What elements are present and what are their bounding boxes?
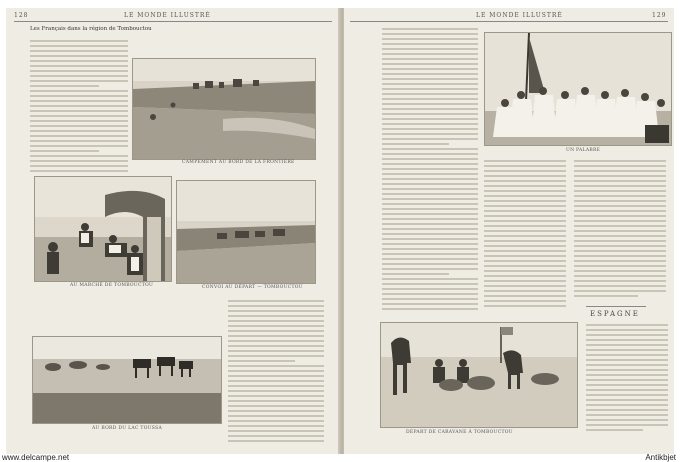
watermark-delcampe: www.delcampe.net xyxy=(2,453,70,462)
left-running-header: LE MONDE ILLUSTRÉ xyxy=(124,12,211,19)
espagne-text-column xyxy=(586,324,668,434)
illustration-lac xyxy=(32,336,222,424)
caption-marche: AU MARCHÉ DE TOMBOUCTOU xyxy=(70,283,154,288)
left-page xyxy=(6,8,340,454)
right-text-column-a xyxy=(382,28,478,313)
illustration-convoi xyxy=(176,180,316,284)
right-running-header: LE MONDE ILLUSTRÉ xyxy=(476,12,563,19)
caption-campement: CAMPEMENT AU BORD DE LA FRONTIÈRE xyxy=(182,160,295,165)
illustration-palabre xyxy=(484,32,672,146)
section-rule xyxy=(586,306,646,307)
section-heading-espagne: ESPAGNE xyxy=(590,310,640,318)
header-rule xyxy=(14,21,332,22)
illustration-campement xyxy=(132,58,316,160)
caption-caravane: DÉPART DE CARAVANE À TOMBOUCTOU xyxy=(406,430,513,435)
header-rule-right xyxy=(350,21,668,22)
right-text-column-b xyxy=(484,160,566,310)
article-text-column-2 xyxy=(228,300,324,445)
caption-convoi: CONVOI AU DÉPART — TOMBOUCTOU xyxy=(202,285,303,290)
caption-lac: AU BORD DU LAC TOUSSA xyxy=(92,426,163,431)
article-title: Les Français dans la région de Tombouctou xyxy=(30,26,152,32)
right-page xyxy=(344,8,674,454)
left-page-number: 128 xyxy=(14,12,29,19)
caption-palabre: UN PALABRE xyxy=(566,148,601,153)
watermark-antikbjet: Antikbjet xyxy=(645,453,676,462)
magazine-spread xyxy=(6,8,674,454)
illustration-caravane xyxy=(380,322,578,428)
illustration-marche xyxy=(34,176,172,282)
right-text-column-c xyxy=(574,160,666,300)
right-page-number: 129 xyxy=(652,12,667,19)
article-text-column xyxy=(30,40,128,175)
